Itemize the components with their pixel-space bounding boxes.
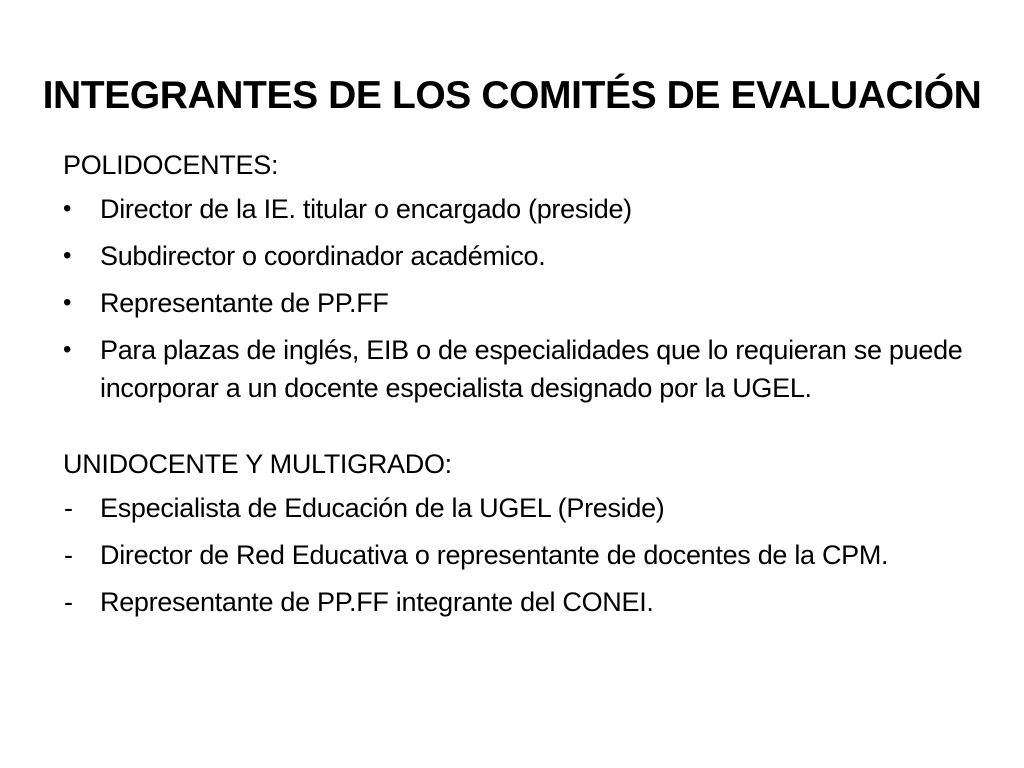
list-item <box>63 583 968 621</box>
list-item-text: Representante de PP.FF <box>100 288 389 318</box>
list-item-text: Representante de PP.FF integrante del CONEI. <box>100 587 654 617</box>
list-item-text: Director de la IE. titular o encargado (preside) <box>100 194 632 224</box>
list-item <box>63 489 968 527</box>
section-heading-unidocente: UNIDOCENTE Y MULTIGRADO: <box>63 449 452 479</box>
slide-content <box>63 146 968 630</box>
list-item <box>63 536 968 574</box>
list-item <box>63 190 968 228</box>
list-item <box>63 284 968 322</box>
unidocente-list <box>63 489 968 621</box>
list-item-text: Subdirector o coordinador académico. <box>100 241 546 271</box>
list-item-text: Especialista de Educación de la UGEL (Preside) <box>100 493 665 523</box>
polidocentes-list <box>63 190 968 407</box>
dash-marker: - <box>64 493 73 523</box>
bullet-marker: • <box>63 289 72 316</box>
list-item-text: Para plazas de inglés, EIB o de especialidades que lo requieran se puede incorporar a un docente especialista designado por la UGEL. <box>100 335 963 403</box>
list-item <box>63 331 968 407</box>
slide-title: INTEGRANTES DE LOS COMITÉS DE EVALUACIÓN <box>42 74 982 117</box>
list-item-text: Director de Red Educativa o representante de docentes de la CPM. <box>100 540 889 570</box>
dash-marker: - <box>64 587 73 617</box>
dash-marker: - <box>64 540 73 570</box>
bullet-marker: • <box>63 242 72 269</box>
section-heading-polidocentes: POLIDOCENTES: <box>63 150 279 180</box>
bullet-marker: • <box>63 195 72 222</box>
bullet-marker: • <box>63 336 72 363</box>
list-item <box>63 237 968 275</box>
